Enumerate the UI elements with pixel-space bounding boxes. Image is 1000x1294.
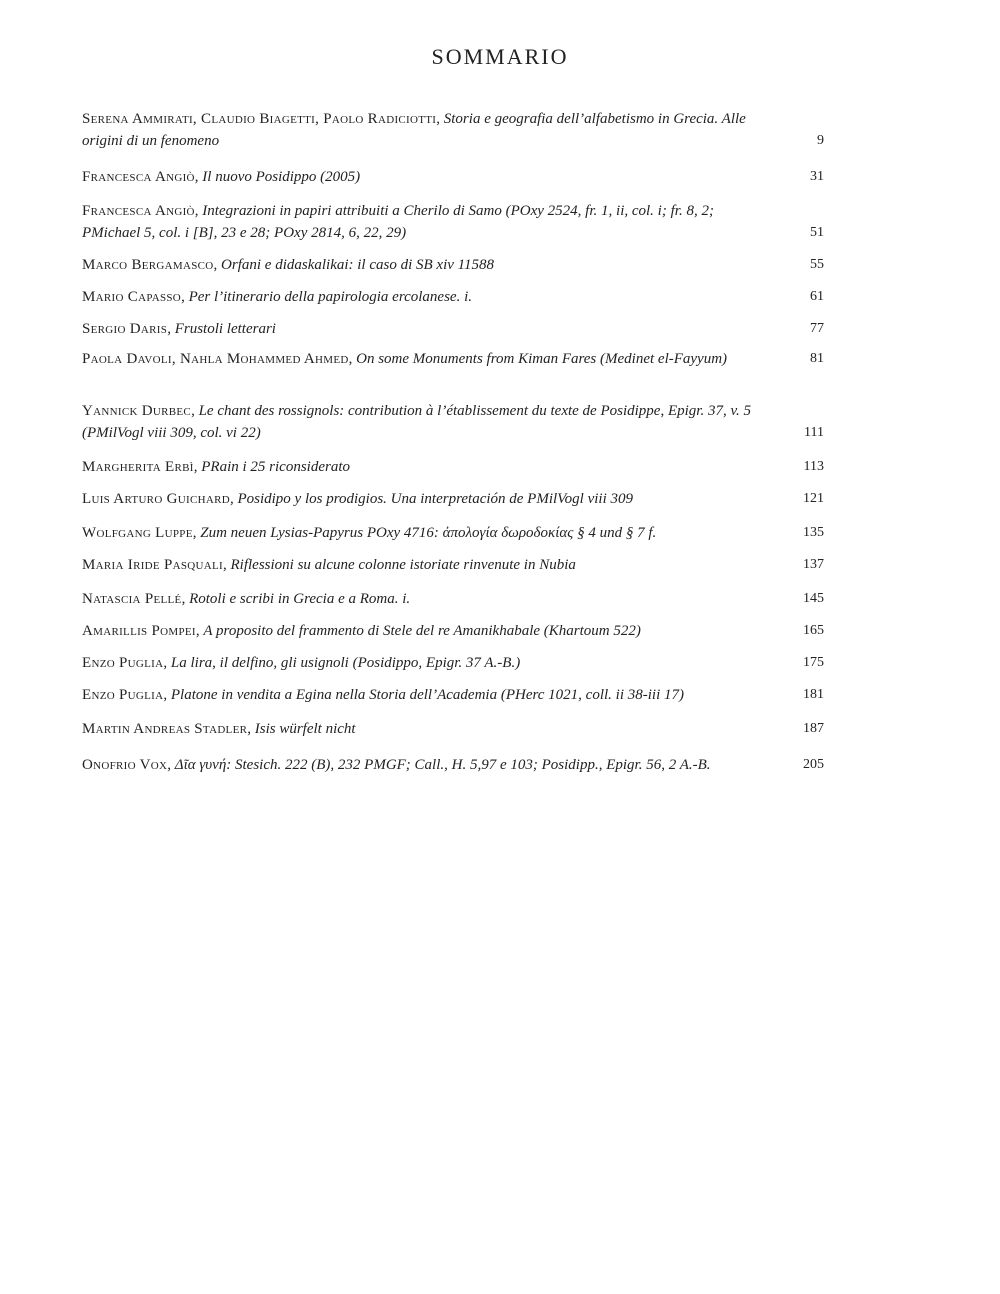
toc-page-number: 135 — [803, 525, 824, 540]
toc-entry — [82, 200, 824, 244]
toc-entry-text — [82, 200, 772, 244]
toc-entry-text — [82, 620, 772, 642]
toc-entry — [82, 554, 824, 576]
toc-author: Maria Iride Pasquali — [82, 557, 224, 573]
toc-page-number: 81 — [810, 351, 824, 366]
toc-entry — [82, 588, 824, 610]
toc-title: Integrazioni in papiri attribuiti a Cherilo di Samo (POxy 2524, fr. 1, ii, col. i; fr. 8, 2; PMichael 5, col. i [B], 23 e 28; POxy 2814, 6, 22, 29) — [82, 203, 714, 241]
toc-page-number: 205 — [803, 757, 824, 772]
toc-separator: , — [163, 655, 171, 671]
toc-entry-text — [82, 588, 772, 610]
toc-page-number: 145 — [803, 591, 824, 606]
toc-page-number: 61 — [810, 289, 824, 304]
toc-entry — [82, 254, 824, 276]
toc-entry — [82, 522, 824, 544]
toc-page-number: 181 — [803, 687, 824, 702]
toc-author: Margherita Erbì — [82, 459, 194, 475]
toc-entry-text — [82, 488, 772, 510]
toc-author: Paola Davoli, Nahla Mohammed Ahmed — [82, 351, 349, 367]
toc-title: Riflessioni su alcune colonne istoriate rinvenute in Nubia — [230, 557, 576, 573]
toc-title: Le chant des rossignols: contribution à l’établissement du texte de Posidippe, Epigr. 37, v. 5 (PMilVogl viii 309, col. vi 22) — [82, 403, 752, 441]
toc-separator: , — [192, 525, 201, 541]
toc-title: Isis würfelt nicht — [254, 721, 356, 737]
toc-author: Yannick Durbec — [82, 403, 192, 419]
toc-author: Amarillis Pompei — [82, 623, 196, 639]
toc-title: Orfani e didaskalikai: il caso di SB xiv 11588 — [221, 257, 495, 273]
toc-entry — [82, 488, 824, 510]
toc-separator: , — [191, 403, 199, 419]
toc-entry-text — [82, 166, 772, 188]
toc-entry-text — [82, 456, 772, 478]
toc-title: Per l’itinerario della papirologia ercolanese. i. — [188, 289, 472, 305]
toc-entry — [82, 108, 824, 152]
toc-entry — [82, 318, 824, 340]
toc-author: Marco Bergamasco — [82, 257, 214, 273]
toc-entry-text — [82, 554, 772, 576]
toc-author: Natascia Pellé — [82, 591, 182, 607]
toc-entry-text — [82, 318, 772, 340]
toc-page-number: 165 — [803, 623, 824, 638]
toc-separator: , — [163, 687, 171, 703]
toc-entry — [82, 286, 824, 308]
toc-title: Il nuovo Posidippo (2005) — [202, 169, 361, 185]
toc-title: La lira, il delfino, gli usignoli (Posidippo, Epigr. 37 A.-B.) — [170, 655, 521, 671]
toc-title: Zum neuen Lysias-Papyrus POxy 4716: ἀπολογία δωροδοκίας § 4 und § 7 f. — [200, 525, 657, 541]
toc-separator: , — [167, 321, 175, 337]
toc-separator: , — [195, 623, 204, 639]
toc-entry-text — [82, 286, 772, 308]
toc-separator: , — [247, 721, 255, 737]
toc-author: Martin Andreas Stadler — [82, 721, 248, 737]
toc-entry — [82, 166, 824, 188]
toc-entry-text — [82, 652, 772, 674]
toc-separator: , — [194, 169, 203, 185]
toc-entry-text — [82, 718, 772, 740]
toc-entry — [82, 684, 824, 706]
toc-separator: , — [223, 557, 231, 573]
toc-page-number: 113 — [803, 459, 824, 474]
toc-page-number: 111 — [804, 425, 824, 440]
toc-title: Storia e geografia dell’alfabetismo in Grecia. Alle origini di un fenomeno — [82, 111, 746, 149]
toc-separator: , — [167, 757, 175, 773]
toc-title: On some Monuments from Kiman Fares (Medinet el-Fayyum) — [356, 351, 728, 367]
toc-page-number: 31 — [810, 169, 824, 184]
toc-page-number: 51 — [810, 225, 824, 240]
toc-author: Wolfgang Luppe — [82, 525, 193, 541]
toc-author: Onofrio Vox — [82, 757, 168, 773]
toc-entry — [82, 754, 824, 776]
page-title: SOMMARIO — [431, 44, 569, 69]
toc-separator: , — [229, 491, 238, 507]
toc-entry — [82, 718, 824, 740]
toc-title: Δῖα γυνή: Stesich. 222 (B), 232 PMGF; Call., H. 5,97 e 103; Posidipp., Epigr. 56, 2 A.-B. — [174, 757, 711, 773]
toc-author: Mario Capasso — [82, 289, 182, 305]
toc-page-number: 175 — [803, 655, 824, 670]
toc-page-number: 121 — [803, 491, 824, 506]
toc-author: Luis Arturo Guichard — [82, 491, 230, 507]
toc-entry — [82, 348, 824, 370]
toc-separator: , — [348, 351, 357, 367]
toc-page-number: 77 — [810, 321, 824, 336]
toc-author: Serena Ammirati, Claudio Biagetti, Paolo Radiciotti — [82, 111, 437, 127]
toc-separator: , — [193, 459, 202, 475]
toc-title: A proposito del frammento di Stele del re Amanikhabale (Khartoum 522) — [203, 623, 641, 639]
toc-title: Posidipo y los prodigios. Una interpretación de PMilVogl viii 309 — [237, 491, 633, 507]
toc-author: Francesca Angiò — [82, 169, 195, 185]
toc-title: Rotoli e scribi in Grecia e a Roma. i. — [189, 591, 411, 607]
toc-entry — [82, 620, 824, 642]
toc-entry — [82, 400, 824, 444]
toc-author: Enzo Puglia — [82, 655, 164, 671]
toc-author: Sergio Daris — [82, 321, 168, 337]
toc-entry-text — [82, 684, 772, 706]
toc-page-number: 187 — [803, 721, 824, 736]
toc-entry-text — [82, 522, 772, 544]
toc-author: Francesca Angiò — [82, 203, 195, 219]
toc-separator: , — [194, 203, 203, 219]
toc-entry-text — [82, 400, 772, 444]
toc-page-number: 137 — [803, 557, 824, 572]
toc-separator: , — [181, 591, 190, 607]
toc-title: Platone in vendita a Egina nella Storia dell’Academia (PHerc 1021, coll. ii 38-iii 17) — [170, 687, 684, 703]
toc-page-number: 55 — [810, 257, 824, 272]
toc-entry-text — [82, 254, 772, 276]
toc-title: Frustoli letterari — [174, 321, 276, 337]
toc-author: Enzo Puglia — [82, 687, 164, 703]
toc-entry — [82, 652, 824, 674]
toc-entry-text — [82, 348, 772, 370]
toc-entry-text — [82, 108, 772, 152]
toc-entry — [82, 456, 824, 478]
toc-entry-text — [82, 754, 772, 776]
toc-separator: , — [213, 257, 222, 273]
toc-page-number: 9 — [817, 133, 824, 148]
toc-separator: , — [181, 289, 189, 305]
toc-separator: , — [436, 111, 444, 127]
toc-title: PRain i 25 riconsiderato — [201, 459, 351, 475]
